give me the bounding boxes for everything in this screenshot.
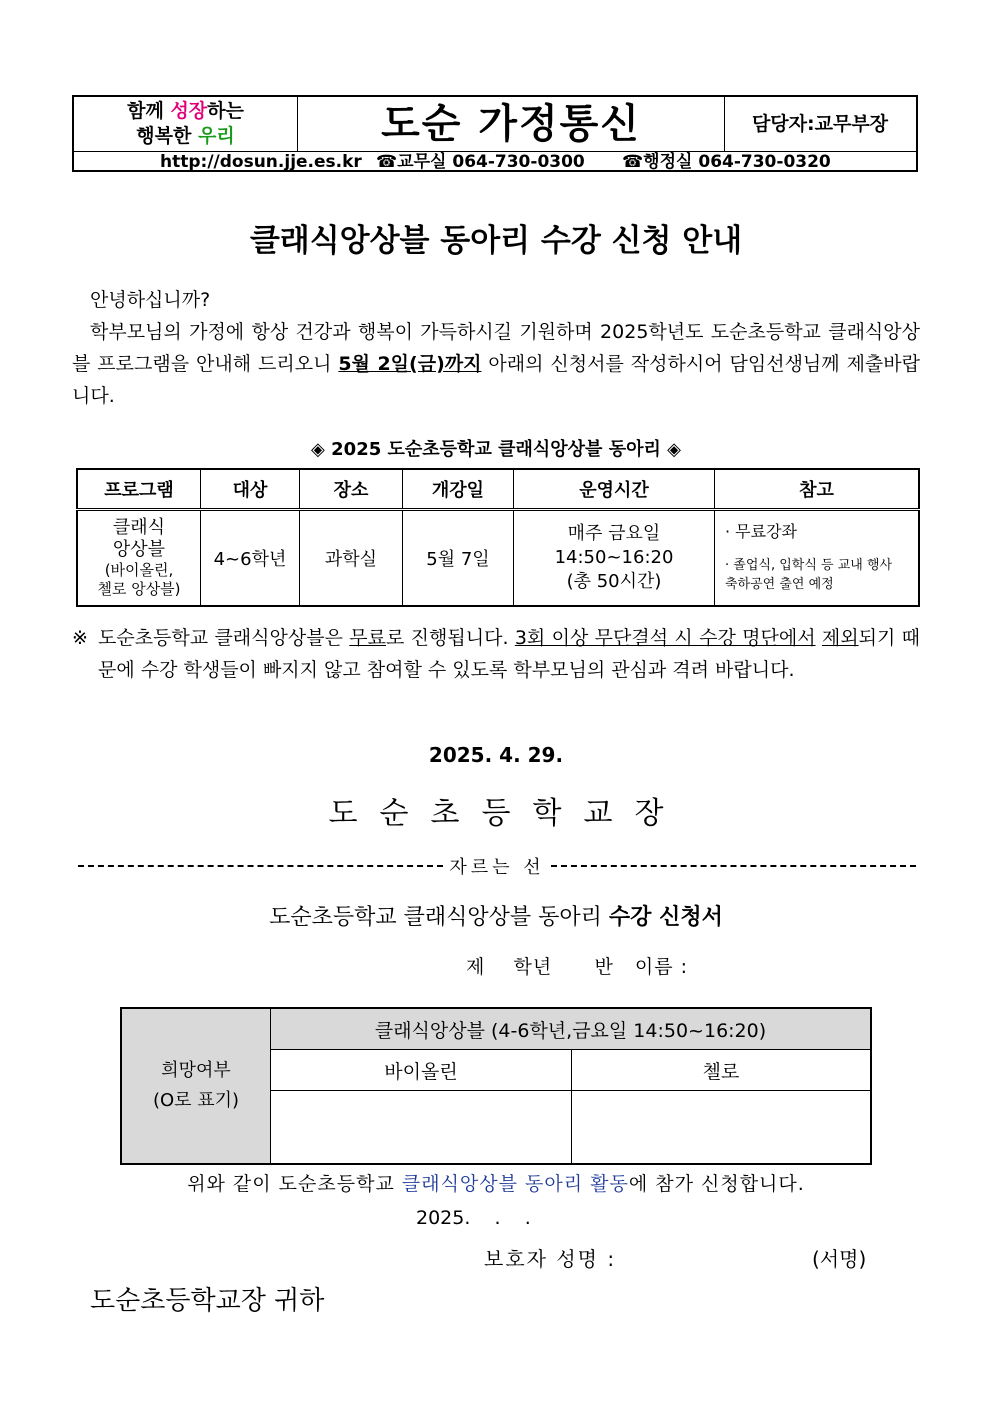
form-title [0,900,992,931]
greeting: 안녕하십니까? [90,289,211,311]
application-table [120,1007,872,1165]
wish-label-cell [121,1008,271,1164]
column-header: 참고 [715,469,920,510]
cell-text: (O로 표기) [152,1090,240,1111]
contact-person: 담당자:교무부장 [751,113,889,135]
cell-text: 축하공연 출연 예정 [725,577,834,592]
principal-signature: 도순초등학교장 [328,796,686,831]
deadline-text: 5월 2일(금)까지 [338,353,482,375]
table-row [77,510,919,607]
slogan-highlight: 우리 [197,125,235,147]
cell-text: 첼로 앙상블) [97,580,181,598]
phone-office: ☎교무실 064-730-0300 [376,152,585,172]
notice-text: 로 진행됩니다. [386,627,515,649]
program-cell [77,510,201,607]
student-info-line[interactable]: 제 학년 반 이름 : [466,956,689,978]
slogan-highlight: 성장 [170,100,208,122]
notice-text: 되기 때문에 수강 학생들이 빠지지 않고 참여할 수 있도록 학부모님의 관심과 격려 바랍니다. [98,627,921,681]
confirm-statement [0,1169,992,1196]
issue-date: 2025. 4. 29. [428,743,564,767]
form-title-text: 도순초등학교 클래식앙상블 동아리 [269,905,609,930]
slogan-text: 행복한 [136,125,198,147]
column-header: 프로그램 [77,469,201,510]
column-header: 대상 [201,469,300,510]
column-header: 운영시간 [514,469,715,510]
page-title: 클래식앙상블 동아리 수강 신청 안내 [249,223,743,259]
notice-mark: ※ [72,627,88,649]
column-header: 개강일 [403,469,514,510]
notice-paragraph [72,622,920,686]
cell-text: (총 50시간) [566,571,662,592]
newsletter-title: 도순 가정통신 [298,97,725,151]
program-header-cell: 클래식앙상블 (4-6학년,금요일 14:50~16:20) [271,1008,872,1050]
note-cell [715,510,920,607]
target-cell: 4~6학년 [201,510,300,607]
place-cell: 과학실 [300,510,403,607]
program-table-caption: ◈ 2025 도순초등학교 클래식앙상블 동아리 ◈ [311,439,681,460]
cut-line [78,853,916,879]
notice-free: 무료 [349,627,386,649]
cell-text: 매주 금요일 [567,523,661,544]
notice-text: 도순초등학교 클래식앙상블은 [98,627,350,649]
cell-text: 앙상블 [112,539,166,560]
option-cello: 첼로 [572,1050,872,1091]
body-text: 학부모님의 가정에 항상 건강과 행복이 가득하시길 기원하며 2025학년도 도순초등학교 클래식앙상블 프로그램을 안내해 드리오니 [72,321,920,375]
confirm-text: 위와 같이 도순초등학교 [187,1173,402,1195]
form-title-bold: 수강 신청서 [608,905,723,930]
cell-text: 희망여부 [161,1060,231,1081]
option-violin: 바이올린 [271,1050,572,1091]
newsletter-header [72,95,918,172]
slogan-text: 함께 [127,100,171,122]
body-paragraph [72,316,920,412]
violin-mark-cell[interactable] [271,1091,572,1165]
start-cell: 5월 7일 [403,510,514,607]
program-table [76,468,920,607]
body-text: 아래의 신청서를 작성하시어 담임선생님께 제출바랍니다. [72,353,920,407]
sign-date[interactable]: 2025. . . [416,1207,531,1229]
cut-line-label: 자르는 선 [449,857,545,878]
guardian-name-label: 보호자 성명 : [484,1247,617,1271]
addressee: 도순초등학교장 귀하 [90,1286,325,1316]
cell-text: · 졸업식, 입학식 등 교내 행사 [725,558,893,573]
contact-row [74,151,916,170]
notice-warning: 3회 이상 무단결석 시 수강 명단에서 [514,627,816,649]
dashed-line [78,865,443,867]
cell-text: 14:50~16:20 [554,547,674,568]
cell-text: · 무료강좌 [725,522,797,541]
column-header: 장소 [300,469,403,510]
confirm-highlight: 클래식앙상블 동아리 활동 [401,1173,629,1195]
notice-warning: 제외 [821,627,859,649]
school-slogan [74,97,298,151]
confirm-text: 에 참가 신청합니다. [628,1173,805,1195]
signature-mark[interactable]: (서명) [812,1247,867,1271]
cello-mark-cell[interactable] [572,1091,872,1165]
website-link[interactable]: http://dosun.jje.es.kr [160,152,362,172]
phone-admin: ☎행정실 064-730-0320 [622,152,831,172]
cell-text: 클래식 [112,517,166,538]
dashed-line [551,865,916,867]
time-cell [514,510,715,607]
slogan-text: 하는 [207,100,244,122]
table-header-row [77,469,919,510]
cell-text: (바이올린, [104,561,174,579]
